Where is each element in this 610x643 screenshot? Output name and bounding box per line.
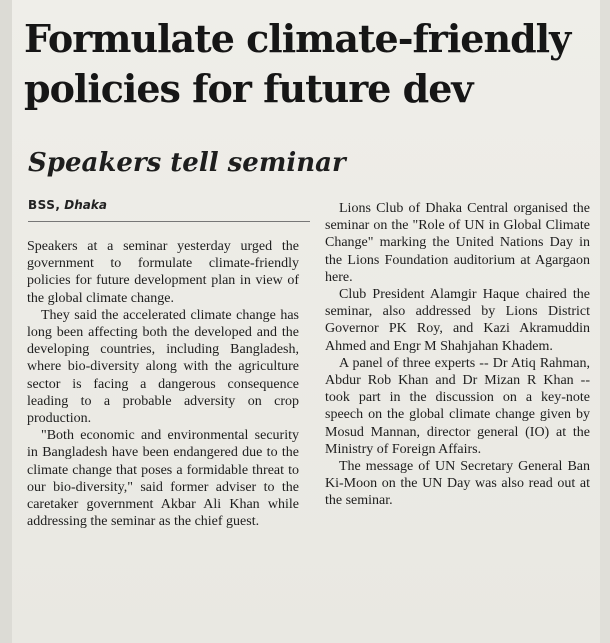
subheadline: Speakers tell seminar <box>28 148 346 178</box>
article-column-left <box>27 238 299 530</box>
byline <box>28 198 107 212</box>
paper-edge-left <box>0 0 12 643</box>
paragraph: A panel of three experts -- Dr Atiq Rahman, Abdur Rob Khan and Dr Mizan R Khan -- took part in the discussion on a key-note speech on the global climate change given by Mosud Mannan, director general (IO) at the Ministry of Foreign Affairs. <box>325 355 590 457</box>
paragraph: Club President Alamgir Haque chaired the seminar, also addressed by Lions District Governor PK Roy, and Kazi Akramuddin Ahmed and Engr M Shahjahan Khadem. <box>325 287 590 354</box>
paragraph: The message of UN Secretary General Ban Ki-Moon on the UN Day was also read out at the seminar. <box>325 459 590 509</box>
headline <box>24 14 604 114</box>
byline-place: Dhaka <box>64 198 107 212</box>
headline-line-1: Formulate climate-friendly <box>24 16 571 61</box>
article-column-right <box>325 200 590 510</box>
paragraph: Speakers at a seminar yesterday urged the government to formulate climate-friendly policies for future development plan in view of the global climate change. <box>27 239 299 306</box>
paragraph: They said the accelerated climate change has long been affecting both the developed and the developing countries, including Bangladesh, where bio-diversity along with the agriculture sector is facing a dangerous consequence leading to a probable adversity on crop production. <box>27 307 299 427</box>
headline-line-2: policies for future dev <box>24 66 473 111</box>
paragraph: Lions Club of Dhaka Central organised the seminar on the "Role of UN in Global Climate Change" marking the United Nations Day in the Lions Foundation auditorium at Agargaon here. <box>325 201 590 285</box>
byline-agency: BSS, <box>28 198 61 212</box>
paragraph: "Both economic and environmental security in Bangladesh have been endangered due to the climate change that poses a formidable threat to our bio-diversity," said former adviser to the caretaker government Akbar Ali Khan while addressing the seminar as the chief guest. <box>27 428 299 530</box>
byline-divider <box>28 221 310 222</box>
